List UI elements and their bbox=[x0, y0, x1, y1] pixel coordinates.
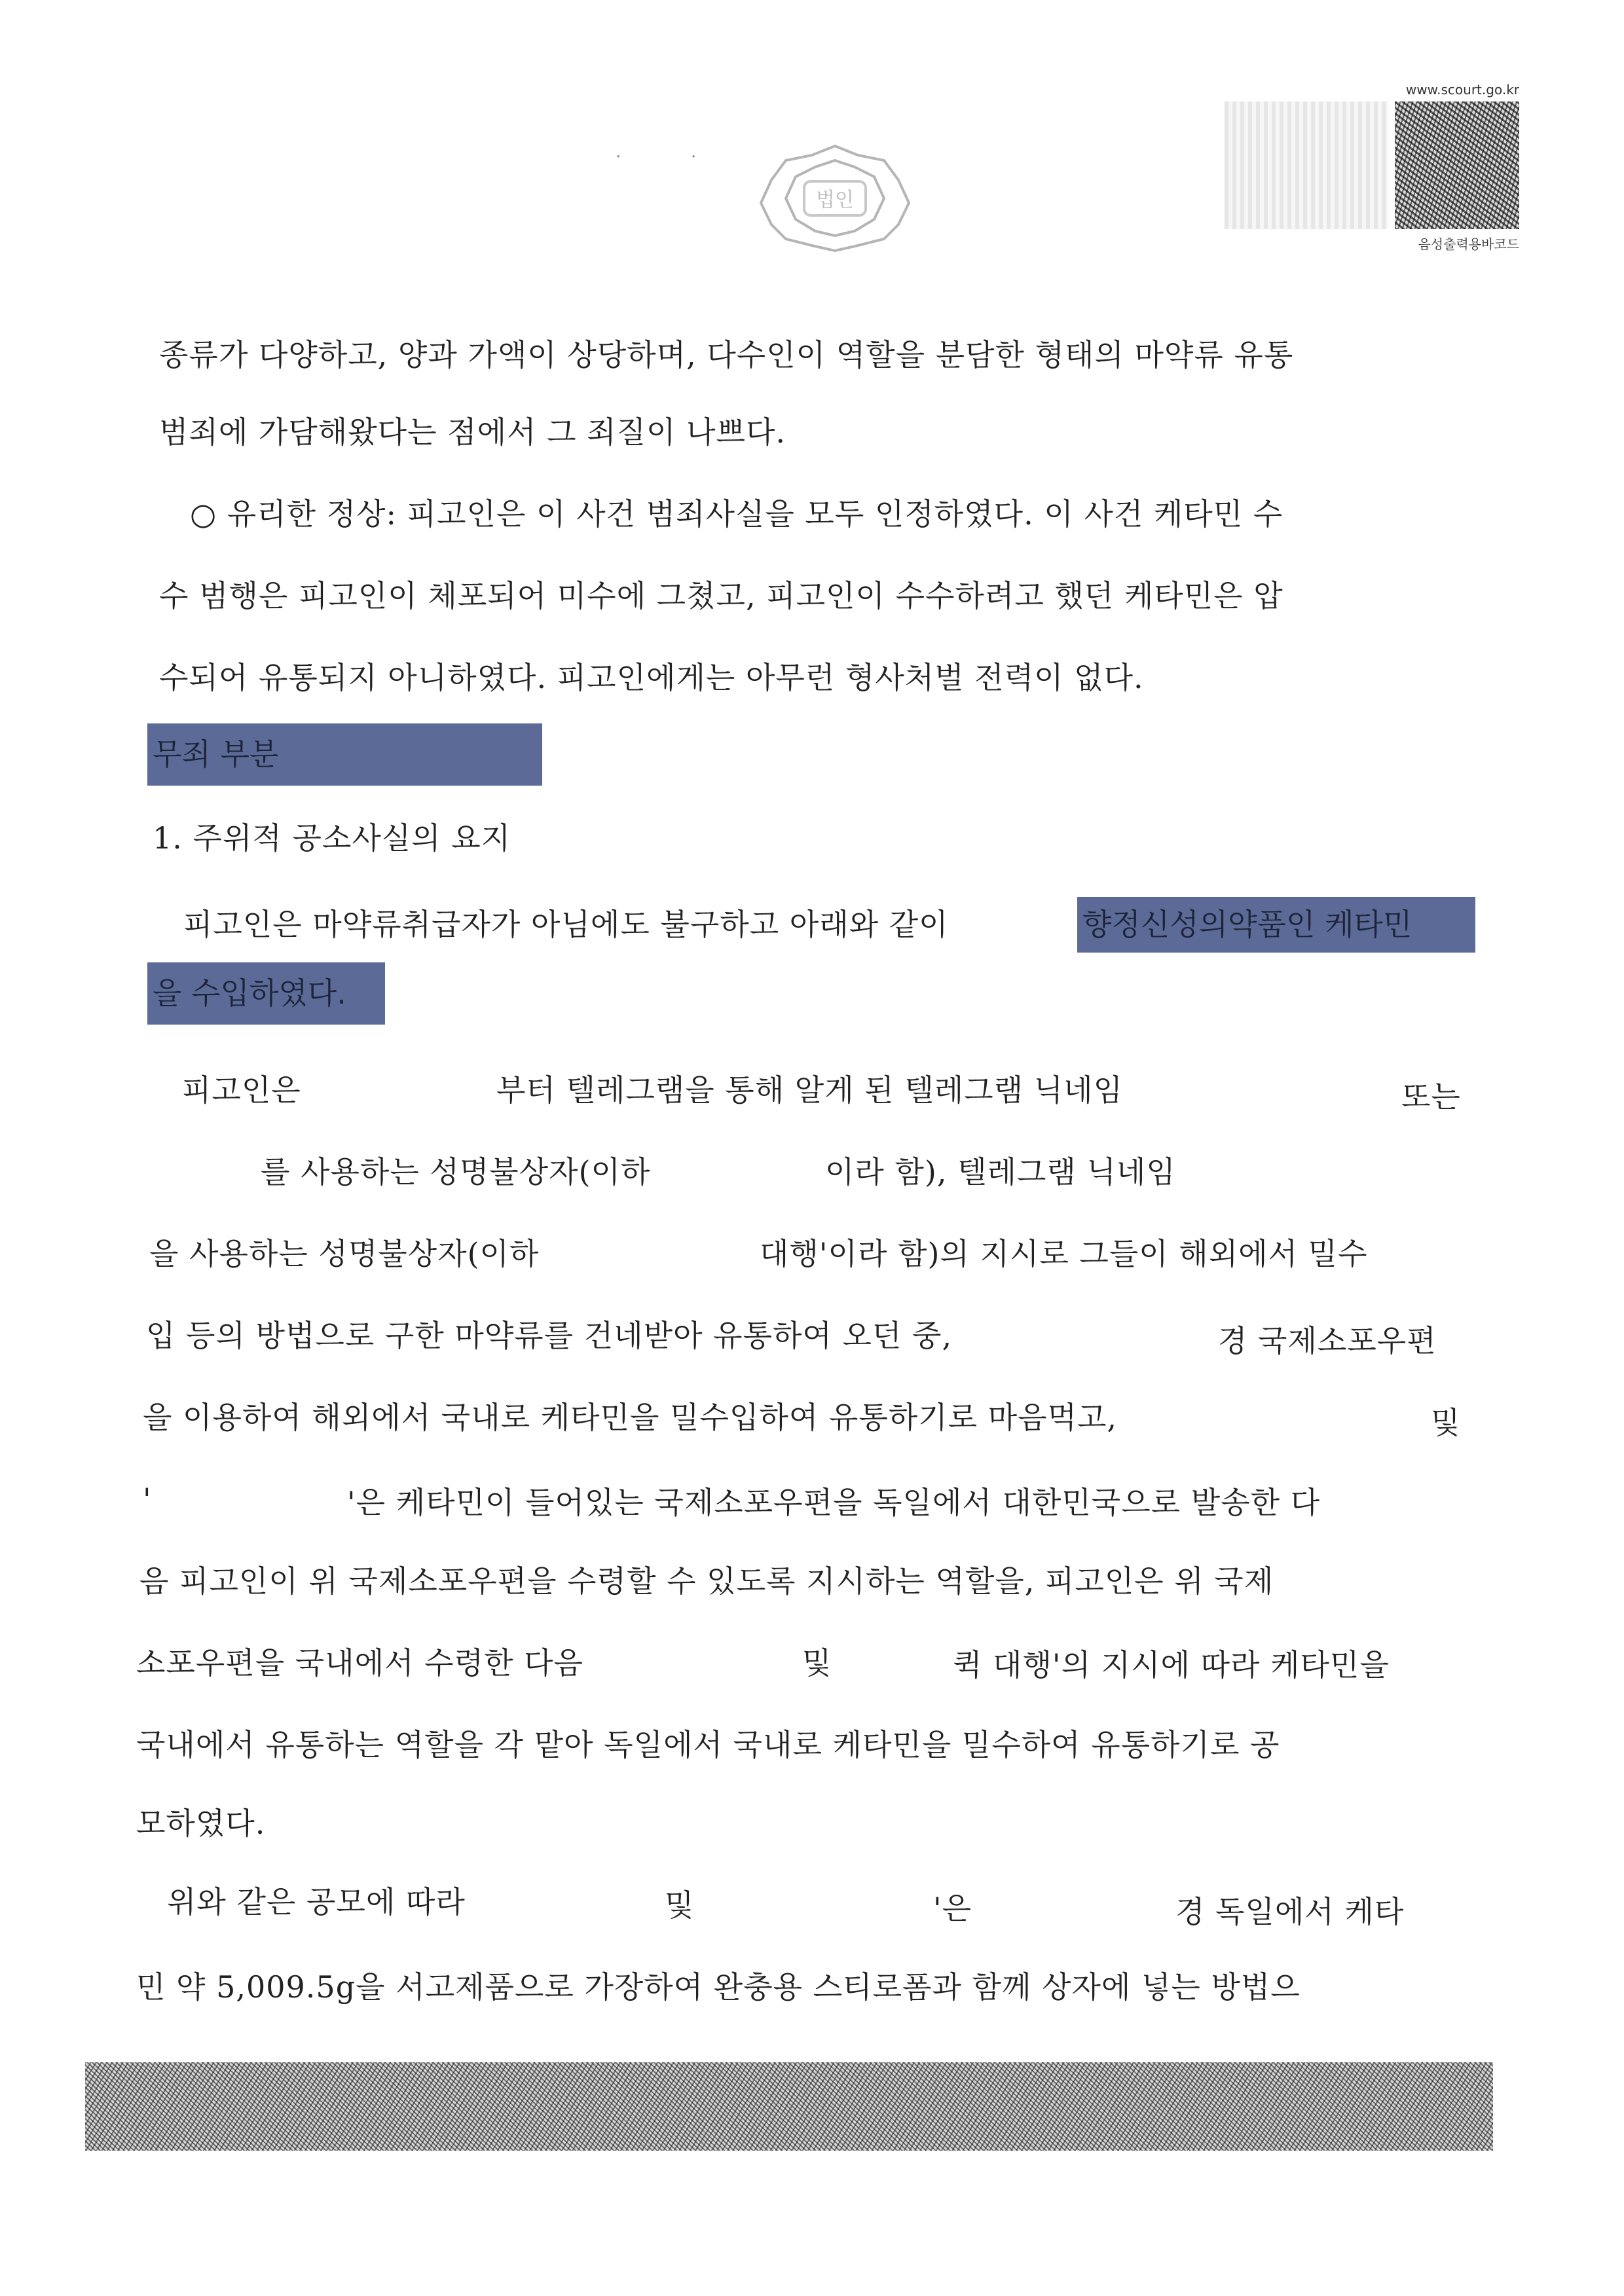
body-line: 소포우편을 국내에서 수령한 다음 bbox=[136, 1645, 583, 1681]
section-heading: 무죄 부분 bbox=[147, 723, 542, 786]
qr-code-icon bbox=[1395, 101, 1519, 229]
highlighted-text: 을 수입하였다. bbox=[147, 962, 385, 1025]
highlighted-text: 향정신성의약품인 케타민 bbox=[1077, 897, 1475, 953]
barcode-caption: 음성출력용바코드 bbox=[1418, 236, 1519, 252]
verification-barcode bbox=[1225, 82, 1519, 252]
body-line: 및 bbox=[1431, 1405, 1461, 1440]
body-line: 모하였다. bbox=[136, 1806, 266, 1841]
body-line: 부터 텔레그램을 통해 알게 된 텔레그램 닉네임 bbox=[496, 1072, 1124, 1108]
body-line: 범죄에 가담해왔다는 점에서 그 죄질이 나쁘다. bbox=[159, 414, 786, 450]
body-line: 피고인은 bbox=[182, 1072, 301, 1108]
subheading: 1. 주위적 공소사실의 요지 bbox=[153, 820, 511, 856]
barcode-url: www.scourt.go.kr bbox=[1405, 82, 1519, 98]
body-line: 를 사용하는 성명불상자(이하 bbox=[261, 1154, 651, 1190]
body-line: 이라 함), 텔레그램 닉네임 bbox=[825, 1154, 1176, 1190]
body-line: '은 bbox=[933, 1891, 972, 1926]
body-line: 수 범행은 피고인이 체포되어 미수에 그쳤고, 피고인이 수수하려고 했던 케타민은 압 bbox=[159, 578, 1283, 613]
body-line: 민 약 5,009.5g을 서고제품으로 가장하여 완충용 스티로폼과 함께 상자에 넣는 방법으 bbox=[136, 1969, 1301, 2005]
scan-dot: · bbox=[691, 147, 697, 167]
barcode-pattern bbox=[1225, 101, 1388, 229]
seal-text: 법인 bbox=[816, 189, 854, 211]
body-line: 종류가 다양하고, 양과 가액이 상당하며, 다수인이 역할을 분담한 형태의 마약류 유통 bbox=[159, 337, 1294, 373]
body-line: ○ 유리한 정상: 피고인은 이 사건 범죄사실을 모두 인정하였다. 이 사건 케타민 수 bbox=[190, 496, 1283, 532]
body-line: 및 bbox=[802, 1645, 832, 1681]
body-line: 피고인은 마약류취급자가 아님에도 불구하고 아래와 같이 bbox=[183, 907, 949, 942]
body-line: 수되어 유통되지 아니하였다. 피고인에게는 아무런 형사처벌 전력이 없다. bbox=[159, 660, 1144, 695]
body-line: 또는 bbox=[1401, 1079, 1461, 1114]
body-line: 입 등의 방법으로 구한 마약류를 건네받아 유통하여 오던 중, bbox=[146, 1318, 953, 1353]
body-line: 및 bbox=[665, 1887, 695, 1923]
body-line: 대행'이라 함)의 지시로 그들이 해외에서 밀수 bbox=[760, 1236, 1368, 1271]
body-line: 음 피고인이 위 국제소포우편을 수령할 수 있도록 지시하는 역할을, 피고인은 위 국제 bbox=[139, 1563, 1274, 1599]
seal-icon bbox=[753, 141, 917, 255]
body-line: 위와 같은 공모에 따라 bbox=[167, 1884, 466, 1920]
scan-dot: · bbox=[616, 147, 621, 167]
body-line: 퀵 대행'의 지시에 따라 케타민을 bbox=[953, 1647, 1390, 1683]
court-seal bbox=[753, 141, 917, 255]
body-line: 국내에서 유통하는 역할을 각 맡아 독일에서 국내로 케타민을 밀수하여 유통하기로 공 bbox=[136, 1727, 1280, 1762]
body-line: 을 이용하여 해외에서 국내로 케타민을 밀수입하여 유통하기로 마음먹고, bbox=[143, 1400, 1118, 1435]
body-line: ' bbox=[143, 1482, 152, 1517]
body-line: 경 독일에서 케타 bbox=[1175, 1894, 1405, 1929]
security-pattern-band bbox=[85, 2062, 1493, 2151]
body-line: 을 사용하는 성명불상자(이하 bbox=[149, 1236, 540, 1271]
body-line: 경 국제소포우편 bbox=[1218, 1323, 1437, 1358]
body-line: '은 케타민이 들어있는 국제소포우편을 독일에서 대한민국으로 발송한 다 bbox=[347, 1485, 1321, 1520]
